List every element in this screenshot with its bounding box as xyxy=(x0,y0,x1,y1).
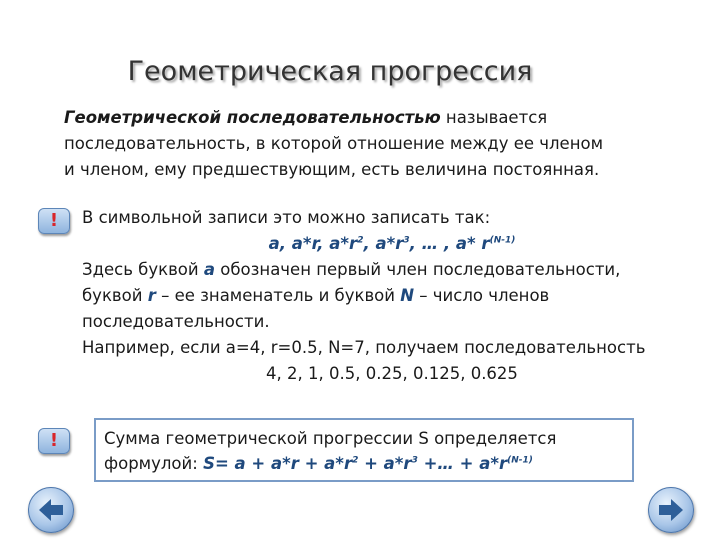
forward-arrow-icon xyxy=(649,488,693,532)
definition-term: Геометрической последовательностью xyxy=(64,108,441,127)
description-line-2: буквой r – ее знаменатель и буквой N – число членов xyxy=(82,286,550,305)
sum-line-2: формулой: $S= a + a*r + a*r^2 + a*r^3$ +… + $a*r^{(N-1)}$ xyxy=(104,454,533,473)
definition-text xyxy=(64,105,664,183)
back-arrow-icon xyxy=(29,488,73,532)
sum-line-1: Сумма геометрической прогрессии S определяется xyxy=(104,429,557,448)
back-button[interactable] xyxy=(28,487,74,533)
definition-line-2: последовательность, в которой отношение между ее членом xyxy=(64,134,604,153)
exclamation-icon: ! xyxy=(38,428,70,454)
slide-title: Геометрическая прогрессия xyxy=(127,56,533,87)
definition-line-3: и членом, ему предшествующим, есть величина постоянная. xyxy=(64,160,600,179)
definition-rest: называется xyxy=(440,108,548,127)
notation-intro: В символьной записи это можно записать так: xyxy=(82,208,491,227)
sequence-formula: a, a*r, $a*r^2$, $a*r^3$, … , a* $r^{(N-1)}$ xyxy=(268,234,516,253)
description-line-1: Здесь буквой a обозначен первый член последовательности, xyxy=(82,260,621,279)
example-sequence: 4, 2, 1, 0.5, 0.25, 0.125, 0.625 xyxy=(266,364,518,383)
example-text: Например, если a=4, r=0.5, N=7, получаем последовательность xyxy=(82,338,646,357)
sum-formula-box xyxy=(94,418,634,482)
forward-button[interactable] xyxy=(648,487,694,533)
description-line-3: последовательности. xyxy=(82,312,270,331)
exclamation-icon: ! xyxy=(38,208,70,234)
notation-block xyxy=(82,205,702,387)
